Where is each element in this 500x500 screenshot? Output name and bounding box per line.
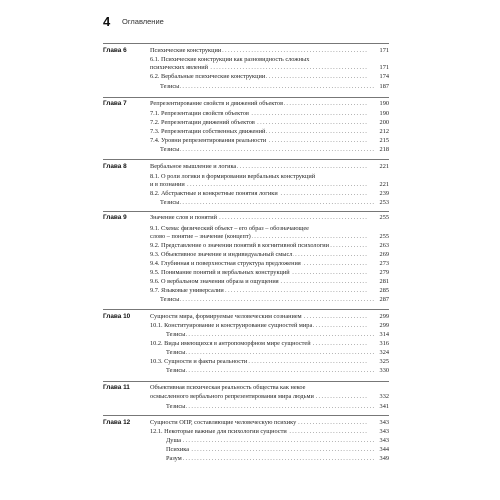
toc-entry[interactable]: . . Сущности мира, формируемые человеческим сознанием 299 [150,313,389,321]
chapter-separator [103,159,389,160]
toc-entry-continued[interactable]: . . и в познании 221 [150,181,389,189]
toc-entry-continued[interactable]: . . психических явлений 171 [150,64,389,72]
toc-entry[interactable]: . . 9.2. Представление о значении понятий в когнитивной психологии 263 [150,242,389,250]
toc-entry[interactable]: 8.1. О роли логики в формировании вербальных конструкций [150,173,316,180]
toc-entry[interactable]: . . 7.3. Репрезентации собственных движений 212 [150,128,389,136]
toc-entry[interactable]: . . Значение слов и понятий 255 [150,214,389,222]
running-title: Оглавление [122,17,164,26]
chapter-separator [103,309,389,310]
toc-entry-theses[interactable]: . . Тезисы 187 [160,83,389,91]
toc-entry[interactable]: . . 10.3. Сущности и факты реальности 325 [150,358,389,366]
toc-entry-theses[interactable]: . . Тезисы 314 [166,331,389,339]
toc-entry[interactable]: . . 7.2. Репрезентации движений объектов 200 [150,119,389,127]
chapter-label: Глава 7 [103,100,127,107]
toc-entry-sub[interactable]: . . Душа 343 [166,437,389,445]
chapter-label: Глава 6 [103,47,127,54]
chapter-label: Глава 11 [103,384,130,391]
toc-entry-theses[interactable]: . . Тезисы 341 [166,403,389,411]
toc-entry[interactable]: . . 7.4. Уровни репрезентирования реальности 215 [150,137,389,145]
page-number: 4 [103,14,111,29]
toc-entry[interactable]: . . 8.2. Абстрактные и конкретные понятия логики 239 [150,190,389,198]
chapter-label: Глава 10 [103,313,131,320]
toc-entry[interactable]: . . Репрезентирование свойств и движений объектов 190 [150,100,389,108]
toc-entry-theses[interactable]: . . Тезисы 218 [160,146,389,154]
toc-entry[interactable]: . . 9.6. О вербальном значении образа и ощущения 281 [150,278,389,286]
toc-entry-sub[interactable]: . . Психика 344 [166,446,389,454]
chapter-label: Глава 8 [103,163,127,170]
toc-entry[interactable]: . . 10.2. Виды имеющихся в антропоморфном мире сущностей 316 [150,340,389,348]
toc-entry-continued[interactable]: . . слово – понятие – значение (концепт) 255 [150,233,389,241]
toc-entry[interactable]: . . 12.1. Некоторые важные для психологии сущности 343 [150,428,389,436]
chapter-separator [103,381,389,382]
chapter-separator [103,211,389,212]
toc-entry[interactable]: . . 9.7. Языковые универсалии 285 [150,287,389,295]
toc-entry-continued[interactable]: . . осмысленного вербального репрезентирования мира людьми 332 [150,393,389,401]
toc-entry[interactable]: . . 7.1. Репрезентации свойств объектов 190 [150,110,389,118]
toc-entry[interactable]: Объективная психическая реальность общества как некое [150,384,306,391]
toc-entry[interactable]: . . 9.5. Понимание понятий и вербальных конструкций 279 [150,269,389,277]
chapter-separator [103,43,389,44]
toc-entry-theses[interactable]: . . Тезисы 253 [160,199,389,207]
toc-entry-theses[interactable]: . . Тезисы 324 [166,349,389,357]
chapter-separator [103,97,389,98]
chapter-separator [103,415,389,416]
toc-entry[interactable]: . . 9.3. Объективное значение и индивидуальный смысл 269 [150,251,389,259]
toc-entry[interactable]: 9.1. Схема: физический объект – его образ – обозначающее [150,225,309,232]
toc-entry[interactable]: . . Вербальное мышление и логика 221 [150,163,389,171]
toc-entry-theses[interactable]: . . Тезисы 330 [166,367,389,375]
toc-entry-sub[interactable]: . . Разум 349 [166,455,389,463]
chapter-label: Глава 9 [103,214,127,221]
toc-entry[interactable]: . . Сущности ОПР, составляющие человеческую психику 343 [150,419,389,427]
toc-entry[interactable]: . . 9.4. Глубинная и поверхностная структура предложения 273 [150,260,389,268]
chapter-label: Глава 12 [103,419,131,426]
toc-entry[interactable]: . . 10.1. Конституирование и конструирование сущностей мира 299 [150,322,389,330]
toc-entry-theses[interactable]: . . Тезисы 287 [160,296,389,304]
toc-entry[interactable]: . . 6.2. Вербальные психические конструкции 174 [150,73,389,81]
toc-entry[interactable]: . . Психические конструкции 171 [150,47,389,55]
toc-entry[interactable]: 6.1. Психические конструкции как разновидность сложных [150,56,310,63]
